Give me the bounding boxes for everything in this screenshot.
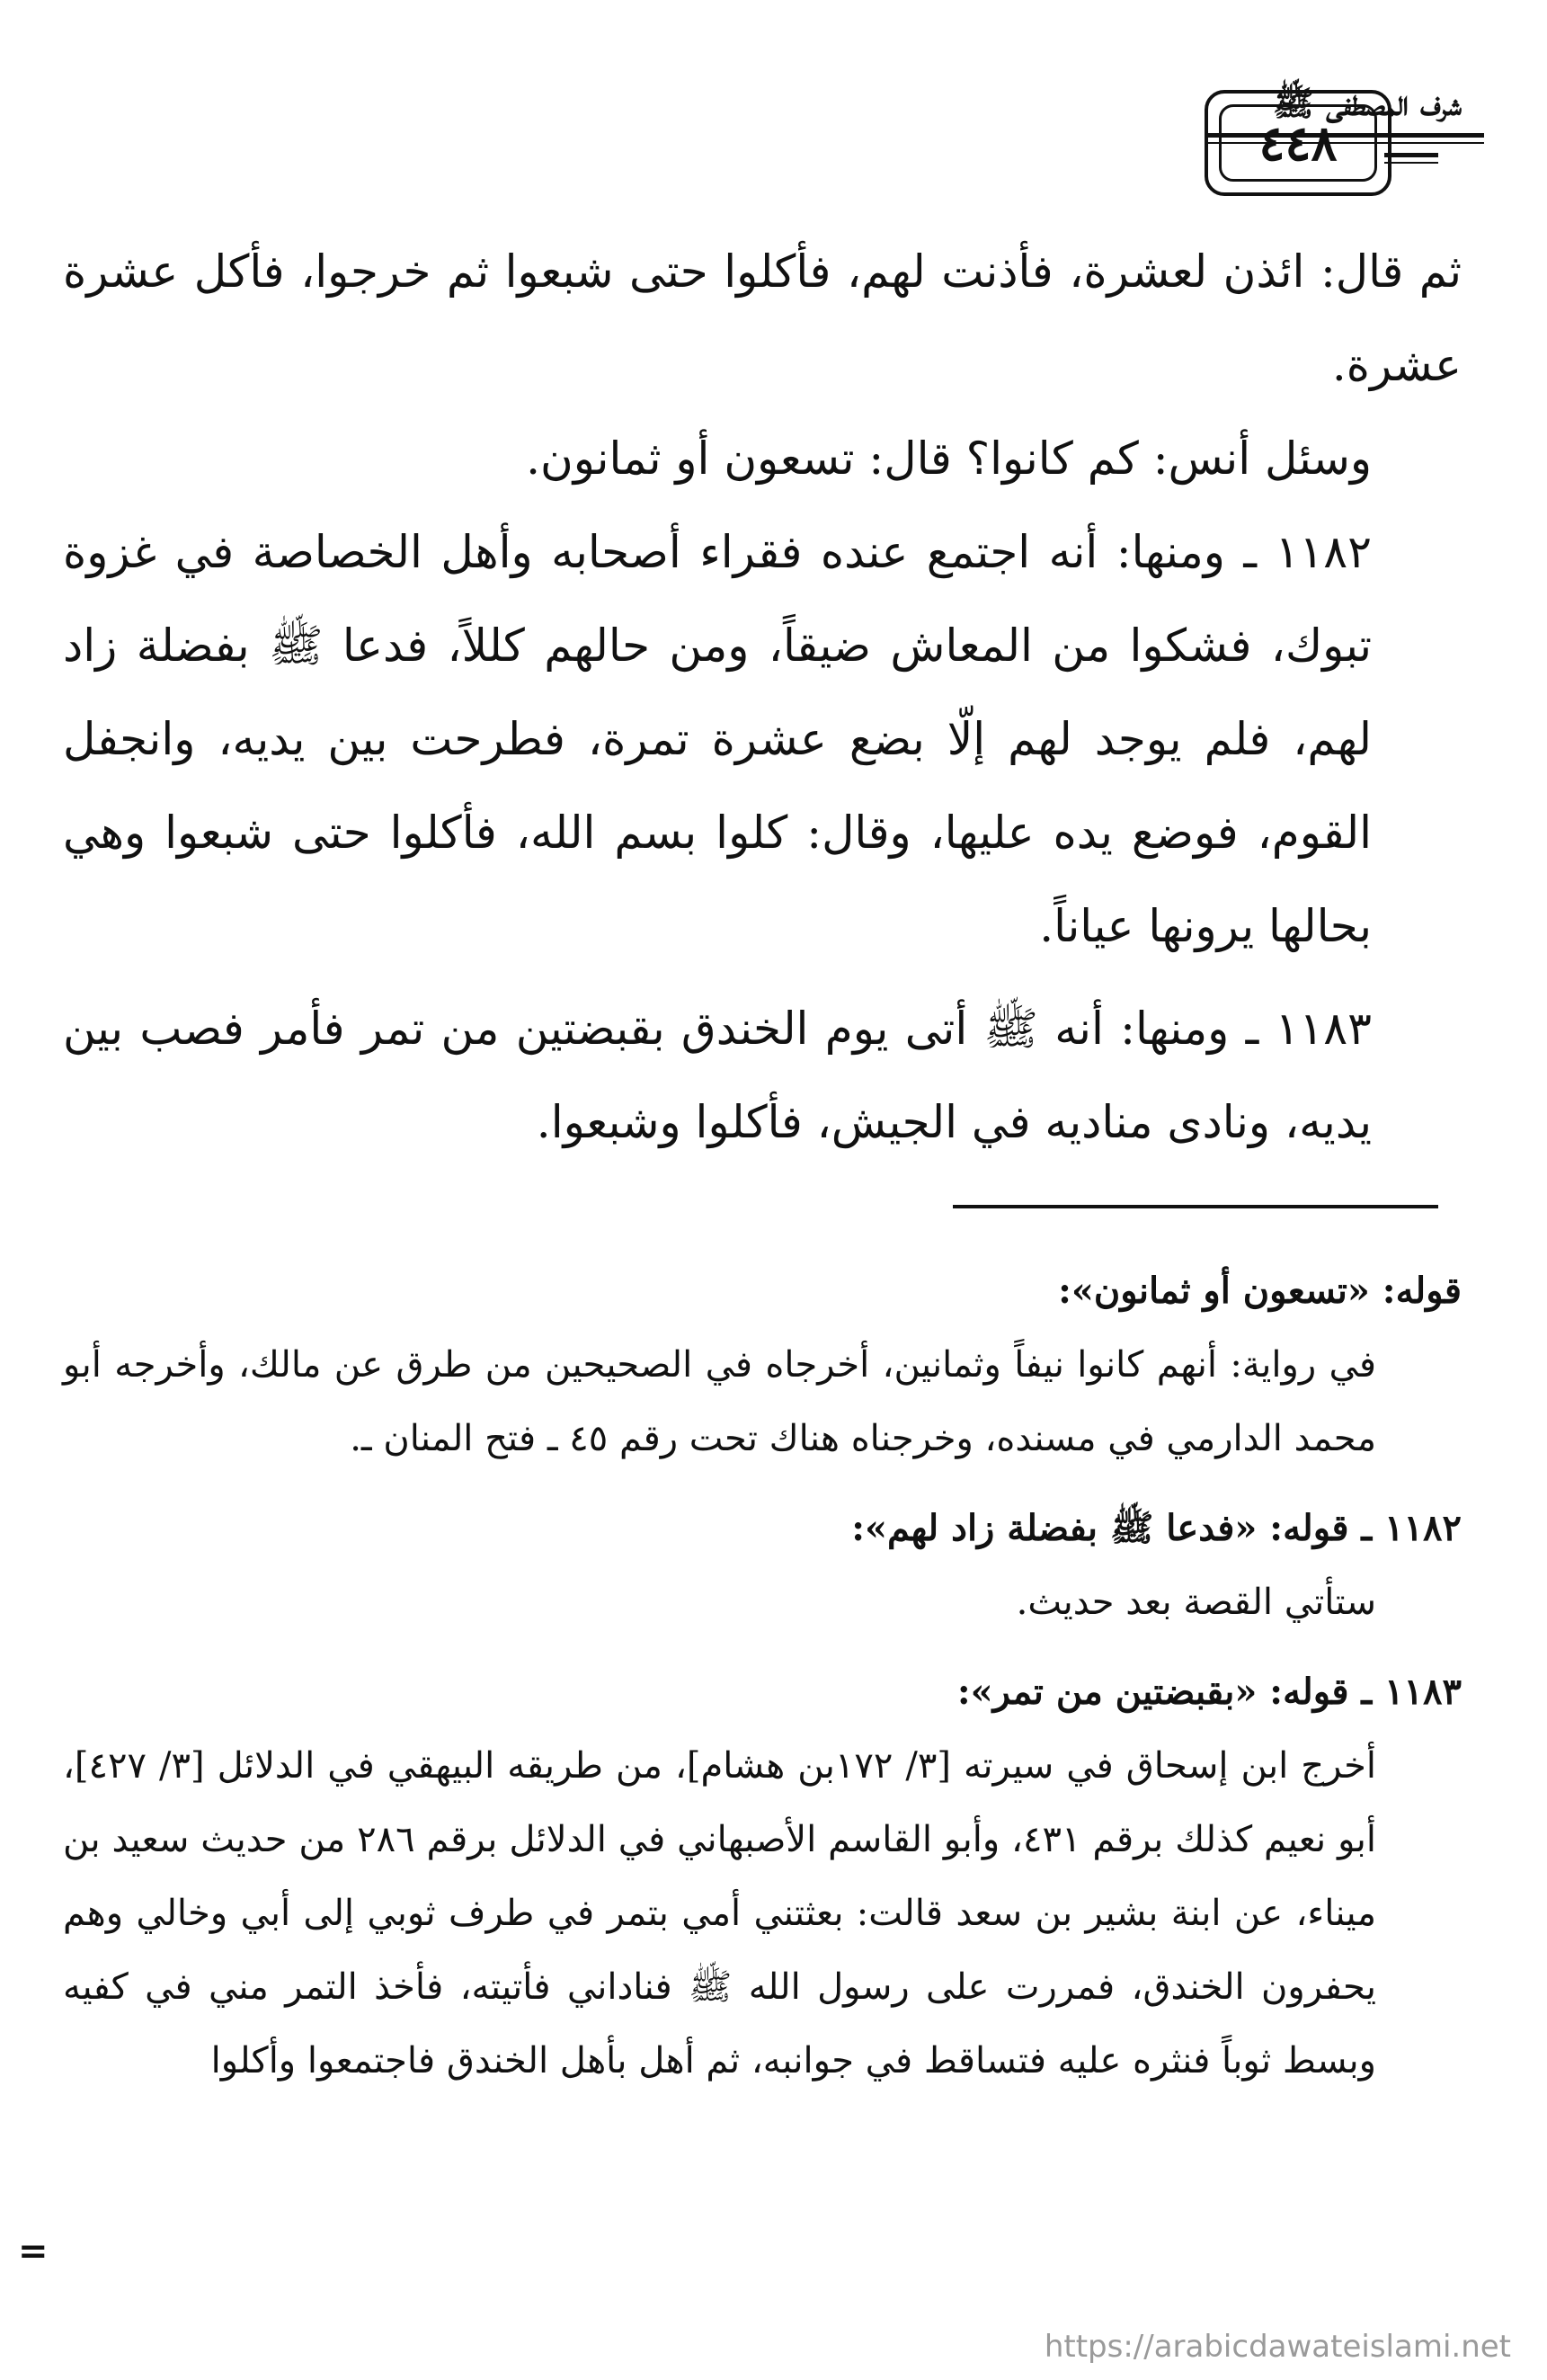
- running-header-title: شرف المصطفى ﷺ: [1273, 83, 1462, 123]
- paragraph-2: وسئل أنس: كم كانوا؟ قال: تسعون أو ثمانون.: [526, 432, 1372, 485]
- paragraph-3: ١١٨٢ ـ ومنها: أنه اجتمع عنده فقراء أصحابه وأهل الخصاصة في غزوة تبوك، فشكوا من المعاش ضيقاً، ومن حالهم كللاً، فدعا ﷺ بفضلة زاد لهم، فلم يوجد لهم إلّا بضع عشرة تمرة، فطرحت بين يديه، وانجفل القوم، فوضع يده عليها، وقال: كلوا بسم الله، فأكلوا حتى شبعوا وهي بحالها يرونها عياناً.: [63, 526, 1372, 952]
- main-text: [63, 225, 1462, 1169]
- footnote-1-body: في رواية: أنهم كانوا نيفاً وثمانين، أخرجاه في الصحيحين من طرق عن مالك، وأخرجه أبو محمد الدارمي في مسنده، وخرجناه هناك تحت رقم ٤٥ ـ فتح المنان ـ.: [63, 1344, 1376, 1459]
- footnote-2-body: ستأتي القصة بعد حديث.: [1016, 1582, 1376, 1623]
- footnote-2-heading: ١١٨٢ ـ قوله: «فدعا ﷺ بفضلة زاد لهم»:: [851, 1507, 1462, 1549]
- paragraph-1: ثم قال: ائذن لعشرة، فأذنت لهم، فأكلوا حتى شبعوا ثم خرجوا، فأكل عشرة عشرة.: [63, 245, 1462, 391]
- page-number: ٤٤٨: [1219, 104, 1377, 182]
- continuation-mark: =: [18, 2230, 49, 2272]
- footnote-separator: [953, 1205, 1438, 1208]
- footnote-1-heading: قوله: «تسعون أو ثمانون»:: [1058, 1270, 1462, 1312]
- paragraph-4: ١١٨٣ ـ ومنها: أنه ﷺ أتى يوم الخندق بقبضتين من تمر فأمر فصب بين يديه، ونادى مناديه في الجيش، فأكلوا وشبعوا.: [63, 1003, 1372, 1148]
- footnotes: [63, 1254, 1462, 2098]
- watermark-url: https://arabicdawateislami.net: [1044, 2329, 1511, 2365]
- header-rule-left: [1384, 153, 1438, 164]
- footnote-3-body: أخرج ابن إسحاق في سيرته [٣/ ١٧٢بن هشام]، من طريقه البيهقي في الدلائل [٣/ ٤٢٧]، أبو نعيم كذلك برقم ٤٣١، وأبو القاسم الأصبهاني في الدلائل برقم ٢٨٦ من حديث سعيد بن ميناء، عن ابنة بشير بن سعد قالت: بعثتني أمي بتمر في طرف ثوبي إلى أبي وخالي وهم يحفرون الخندق، فمررت على رسول الله ﷺ فناداني فأتيته، فأخذ التمر مني في كفيه وبسط ثوباً فنثره عليه فتساقط في جوانبه، ثم أهل بأهل الخندق فاجتمعوا وأكلوا: [63, 1745, 1377, 2081]
- footnote-3-heading: ١١٨٣ ـ قوله: «بقبضتين من تمر»:: [956, 1671, 1462, 1713]
- page-number-frame: [1205, 90, 1391, 196]
